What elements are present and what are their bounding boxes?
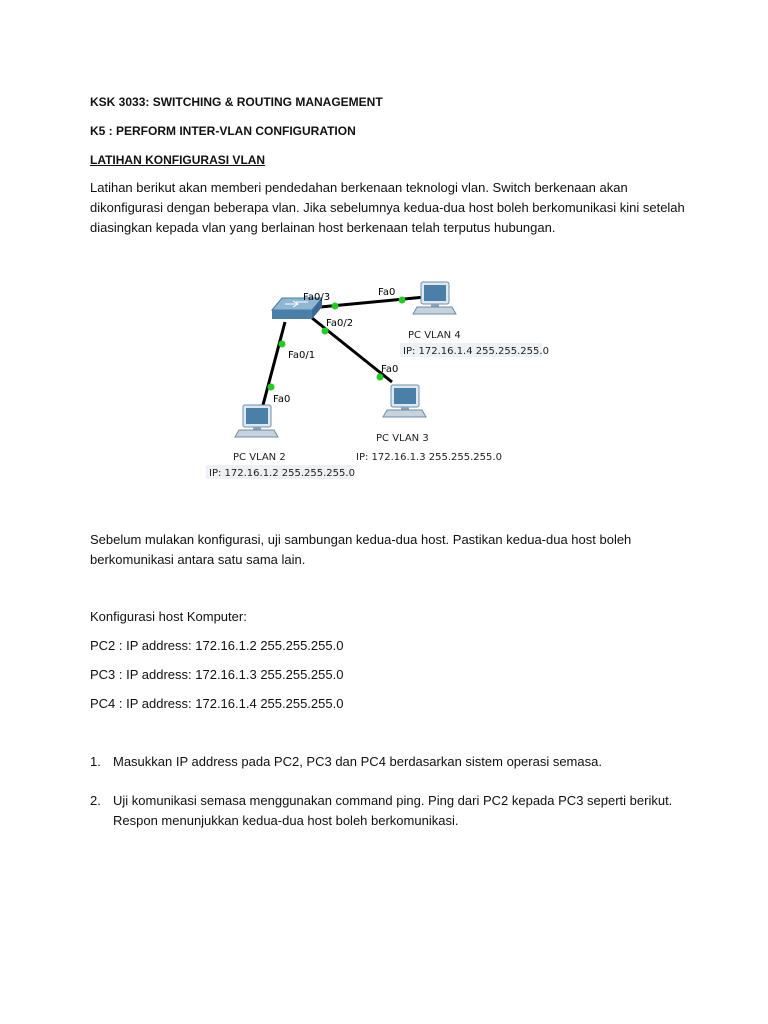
test-note-line: Sebelum mulakan konfigurasi, uji sambungan kedua-dua host. Pastikan kedua-dua host boleh	[90, 532, 632, 547]
pc2-computer-icon	[235, 405, 278, 437]
port-dot-fa0-3	[332, 303, 339, 310]
test-note-line: berkomunikasi antara satu sama lain.	[90, 552, 306, 567]
intro-line: diasingkan kepada vlan yang berlainan host berkenaan telah terputus hubungan.	[90, 220, 556, 235]
pc2-name: PC VLAN 2	[233, 452, 286, 463]
label-pc2-fa0: Fa0	[273, 394, 291, 405]
step-number: 1.	[90, 754, 101, 769]
pc3-computer-icon	[383, 385, 426, 417]
pc4-ip: IP: 172.16.1.4 255.255.255.0	[403, 346, 549, 357]
test-note-paragraph	[90, 530, 690, 570]
intro-line: Latihan berikut akan memberi pendedahan berkenaan teknologi vlan. Switch berkenaan akan	[90, 180, 628, 195]
host-config-pc2: PC2 : IP address: 172.16.1.2 255.255.255.0	[90, 638, 344, 653]
port-dot-pc2-fa0	[268, 384, 275, 391]
pc3-ip: IP: 172.16.1.3 255.255.255.0	[356, 452, 502, 463]
course-title: KSK 3033: SWITCHING & ROUTING MANAGEMENT	[90, 95, 383, 109]
port-dot-pc4-fa0	[399, 297, 406, 304]
pc3-name: PC VLAN 3	[376, 433, 429, 444]
host-config-pc3: PC3 : IP address: 172.16.1.3 255.255.255.0	[90, 667, 344, 682]
intro-paragraph	[90, 178, 690, 238]
step-text: Respon menunjukkan kedua-dua host boleh berkomunikasi.	[113, 813, 459, 828]
label-fa0-3: Fa0/3	[303, 292, 331, 303]
step-text: Uji komunikasi semasa menggunakan command ping. Ping dari PC2 kepada PC3 seperti berikut.	[113, 793, 673, 808]
step-text: Masukkan IP address pada PC2, PC3 dan PC4 berdasarkan sistem operasi semasa.	[113, 754, 602, 769]
label-fa0-1: Fa0/1	[288, 350, 316, 361]
host-config-pc4: PC4 : IP address: 172.16.1.4 255.255.255.0	[90, 696, 344, 711]
pc2-ip: IP: 172.16.1.2 255.255.255.0	[209, 468, 355, 479]
pc4-name: PC VLAN 4	[408, 330, 461, 341]
section-title: LATIHAN KONFIGURASI VLAN	[90, 153, 266, 167]
intro-line: dikonfigurasi dengan beberapa vlan. Jika sebelumnya kedua-dua host boleh berkomunikasi kini setelah	[90, 200, 685, 215]
module-title: K5 : PERFORM INTER-VLAN CONFIGURATION	[90, 124, 356, 138]
label-pc3-fa0: Fa0	[381, 364, 399, 375]
label-fa0-2: Fa0/2	[326, 318, 354, 329]
step-number: 2.	[90, 793, 101, 808]
host-config-title: Konfigurasi host Komputer:	[90, 609, 247, 624]
network-diagram	[200, 275, 560, 485]
port-dot-fa0-1	[279, 341, 286, 348]
label-pc4-fa0: Fa0	[378, 287, 396, 298]
link-switch-pc2	[263, 322, 285, 405]
